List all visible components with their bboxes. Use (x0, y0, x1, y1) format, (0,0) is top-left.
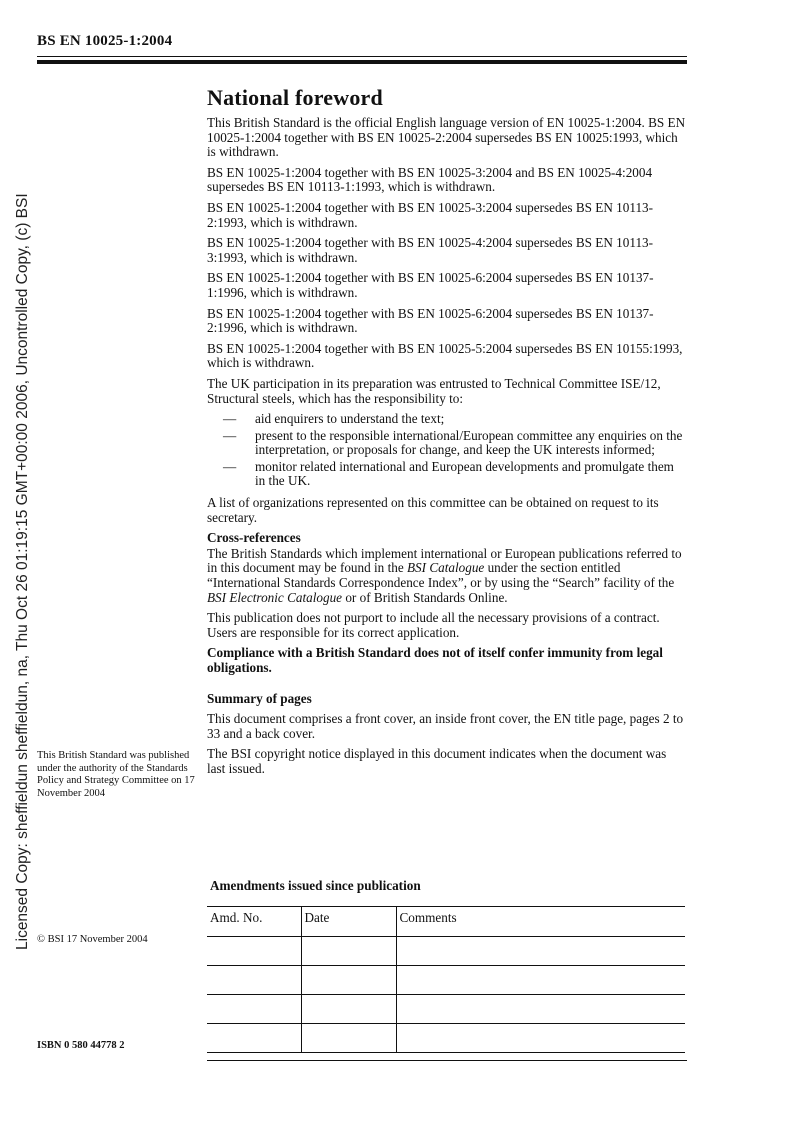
amd-no-cell (207, 995, 301, 1024)
amd-no-cell (207, 937, 301, 966)
column-header-amd-no: Amd. No. (207, 907, 301, 937)
foreword-para-2: BS EN 10025-1:2004 together with BS EN 10025-3:2004 and BS EN 10025-4:2004 supersedes BS EN 10113-1:1993, which is withdrawn. (207, 164, 653, 195)
table-row (207, 937, 685, 966)
amd-no-cell (207, 966, 301, 995)
foreword-title: National foreword (207, 85, 383, 110)
responsibility-text: aid enquirers to understand the text; (255, 411, 445, 427)
table-row (207, 1024, 685, 1053)
committee-list-note: A list of organizations represented on this committee can be obtained on request to its secretary. (207, 495, 659, 525)
table-row (207, 966, 685, 995)
column-header-comments: Comments (396, 907, 685, 937)
summary-para-1: This document comprises a front cover, an inside front cover, the EN title page, pages 2 to 33 and a back cover. (207, 711, 684, 741)
summary-heading: Summary of pages (207, 690, 312, 706)
bottom-rule (207, 1060, 687, 1061)
header-rule-thick (37, 60, 687, 64)
table-row (207, 995, 685, 1024)
date-cell (301, 995, 396, 1024)
amendments-title: Amendments issued since publication (210, 878, 421, 893)
foreword-para-3: BS EN 10025-1:2004 together with BS EN 10025-3:2004 supersedes BS EN 10113-2:1993, which is withdrawn. (207, 199, 654, 230)
responsibility-text: present to the responsible international/European committee any enquiries on the interpretation, or proposals for change, and keep the UK interests informed; (255, 427, 683, 458)
responsibility-item (207, 412, 687, 427)
amendments-header-row (207, 907, 685, 937)
column-header-date: Date (301, 907, 396, 937)
cross-ref-text-c: under the section entitled “International Standards Correspondence Index”, or by using the “Search” facility of the (207, 560, 675, 591)
responsibility-item (207, 460, 687, 489)
cross-ref-text-e: or of British Standards Online. (342, 589, 508, 605)
responsibility-text: monitor related international and European developments and promulgate them in the UK. (255, 458, 674, 489)
date-cell (301, 1024, 396, 1053)
foreword-para-6: BS EN 10025-1:2004 together with BS EN 10025-6:2004 supersedes BS EN 10137-2:1996, which is withdrawn. (207, 305, 654, 336)
isbn-number: ISBN 0 580 44778 2 (37, 1040, 125, 1051)
comments-cell (396, 966, 685, 995)
foreword-para-1: This British Standard is the official English language version of EN 10025-1:2004. BS EN 10025-1:2004 together with BS EN 10025-2:2004 supersedes BS EN 10025:1993, which is withdrawn. (207, 115, 686, 160)
committee-responsibility-para: The UK participation in its preparation was entrusted to Technical Committee ISE/12, Structural steels, which has the responsibility to: (207, 375, 661, 406)
date-cell (301, 937, 396, 966)
cross-ref-text-a: The British Standards which implement international or European publications referred to in this document may be found in the (207, 545, 682, 576)
document-code: BS EN 10025-1:2004 (37, 33, 173, 49)
license-stamp: Licensed Copy: sheffieldun sheffieldun, na, Thu Oct 26 01:19:15 GMT+00:00 2006, Uncontrolled Copy, (c) BSI (14, 193, 31, 950)
cross-references-heading: Cross-references (207, 530, 301, 546)
dash-marker: — (223, 411, 237, 427)
dash-marker: — (223, 458, 237, 474)
provisions-para: This publication does not purport to include all the necessary provisions of a contract. Users are responsible for its correct application. (207, 610, 660, 640)
bsi-catalogue-title: BSI Catalogue (406, 560, 485, 576)
amendments-table (207, 906, 685, 1053)
authority-note: This British Standard was published under the authority of the Standards Policy and Strategy Committee on 17 November 2004 (37, 750, 195, 799)
foreword-para-7: BS EN 10025-1:2004 together with BS EN 10025-5:2004 supersedes BS EN 10155:1993, which is withdrawn. (207, 340, 683, 371)
copyright-note: © BSI 17 November 2004 (37, 934, 148, 945)
foreword-para-5: BS EN 10025-1:2004 together with BS EN 10025-6:2004 supersedes BS EN 10137-1:1996, which is withdrawn. (207, 270, 654, 300)
comments-cell (396, 995, 685, 1024)
comments-cell (396, 1024, 685, 1053)
comments-cell (396, 937, 685, 966)
compliance-statement: Compliance with a British Standard does not of itself confer immunity from legal obligations. (207, 645, 663, 675)
date-cell (301, 966, 396, 995)
dash-marker: — (223, 427, 237, 443)
foreword-column (207, 85, 687, 783)
foreword-para-4: BS EN 10025-1:2004 together with BS EN 10025-4:2004 supersedes BS EN 10113-3:1993, which is withdrawn. (207, 235, 654, 265)
responsibility-list (207, 412, 687, 489)
bsi-electronic-catalogue-title: BSI Electronic Catalogue (207, 589, 343, 605)
amd-no-cell (207, 1024, 301, 1053)
header-rule-thin (37, 56, 687, 57)
cross-references-para (207, 547, 687, 605)
summary-para-2: The BSI copyright notice displayed in this document indicates when the document was last issued. (207, 746, 667, 776)
responsibility-item (207, 429, 687, 458)
